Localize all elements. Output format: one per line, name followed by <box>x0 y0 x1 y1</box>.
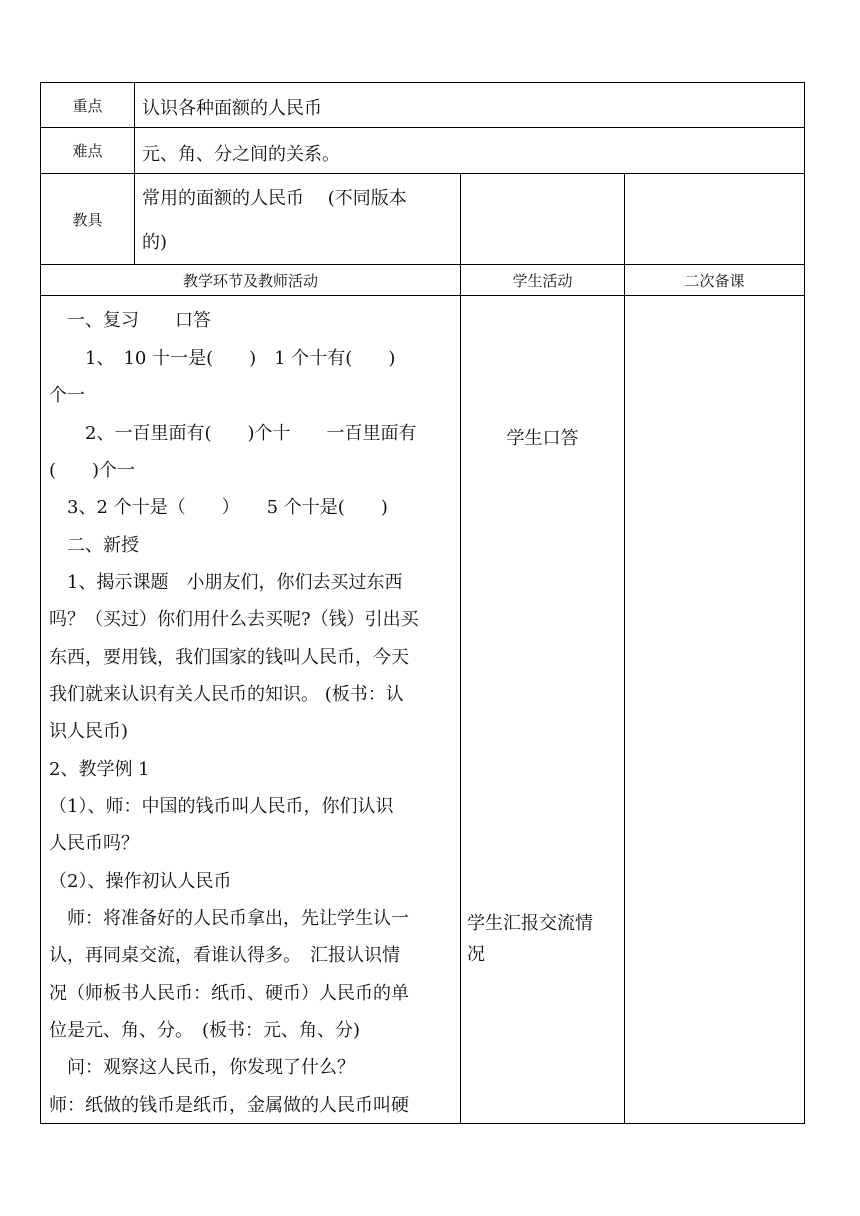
teacher-line: 二、新授 <box>49 535 139 556</box>
student-activity-report-line2: 况 <box>467 944 485 965</box>
materials-value-line1: 常用的面额的人民币 (不同版本 <box>142 188 407 209</box>
student-activity-report-line1: 学生汇报交流情 <box>467 913 593 934</box>
focus-value: 认识各种面额的人民币 <box>142 98 322 119</box>
teacher-line: 2、一百里面有( )个十 一百里面有 <box>49 423 417 444</box>
teacher-line: 师：纸做的钱币是纸币，金属做的人民币叫硬 <box>49 1095 409 1116</box>
teacher-line: 东西，要用钱，我们国家的钱叫人民币，今天 <box>49 647 409 668</box>
teacher-line: 人民币吗？ <box>49 833 139 854</box>
table-border-top <box>40 82 805 83</box>
label-column-divider <box>134 82 135 264</box>
difficulty-value: 元、角、分之间的关系。 <box>142 144 340 165</box>
teacher-line: 识人民币) <box>49 721 129 742</box>
teacher-line: 我们就来认识有关人民币的知识。 (板书：认 <box>49 684 404 705</box>
teacher-line: 况（师板书人民币：纸币、硬币）人民币的单 <box>49 983 409 1004</box>
student-column-divider <box>460 173 461 1124</box>
row-divider <box>40 173 805 174</box>
teacher-line: 3、2 个十是（ ） 5 个十是( ) <box>49 497 388 518</box>
teacher-line: 一、复习 口答 <box>49 310 211 331</box>
table-border-right <box>804 82 805 1124</box>
teacher-line: ( )个一 <box>49 460 136 481</box>
teacher-line: 吗？（买过）你们用什么去买呢?（钱）引出买 <box>49 609 419 630</box>
teacher-line: （1）、师：中国的钱币叫人民币，你们认识 <box>49 796 394 817</box>
teacher-line: 师：将准备好的人民币拿出，先让学生认一 <box>49 908 409 929</box>
teacher-line: 1、 10 十一是( ) 1 个十有( ) <box>49 348 396 369</box>
teacher-line: 认，再同桌交流，看谁认得多。 汇报认识情 <box>49 945 400 966</box>
teacher-activity-header: 教学环节及教师活动 <box>182 271 318 290</box>
notes-column-divider <box>624 173 625 1124</box>
teacher-line: 2、教学例 1 <box>49 759 150 780</box>
row-divider <box>40 295 805 296</box>
row-divider <box>40 127 805 128</box>
teacher-line: 位是元、角、分。 (板书：元、角、分) <box>49 1020 361 1041</box>
teacher-line: （2）、操作初认人民币 <box>49 871 232 892</box>
difficulty-label: 难点 <box>72 142 103 160</box>
focus-label: 重点 <box>72 96 103 115</box>
materials-label: 教具 <box>72 210 103 229</box>
teacher-line: 问：观察这人民币，你发现了什么？ <box>49 1057 355 1078</box>
student-activity-oral-answer: 学生口答 <box>506 428 579 449</box>
second-preparation-header: 二次备课 <box>684 271 745 290</box>
teacher-line: 个一 <box>49 385 85 406</box>
materials-value-line2: 的) <box>142 232 168 253</box>
student-activity-header: 学生活动 <box>512 271 573 290</box>
teacher-line: 1、揭示课题 小朋友们，你们去买过东西 <box>49 572 403 593</box>
